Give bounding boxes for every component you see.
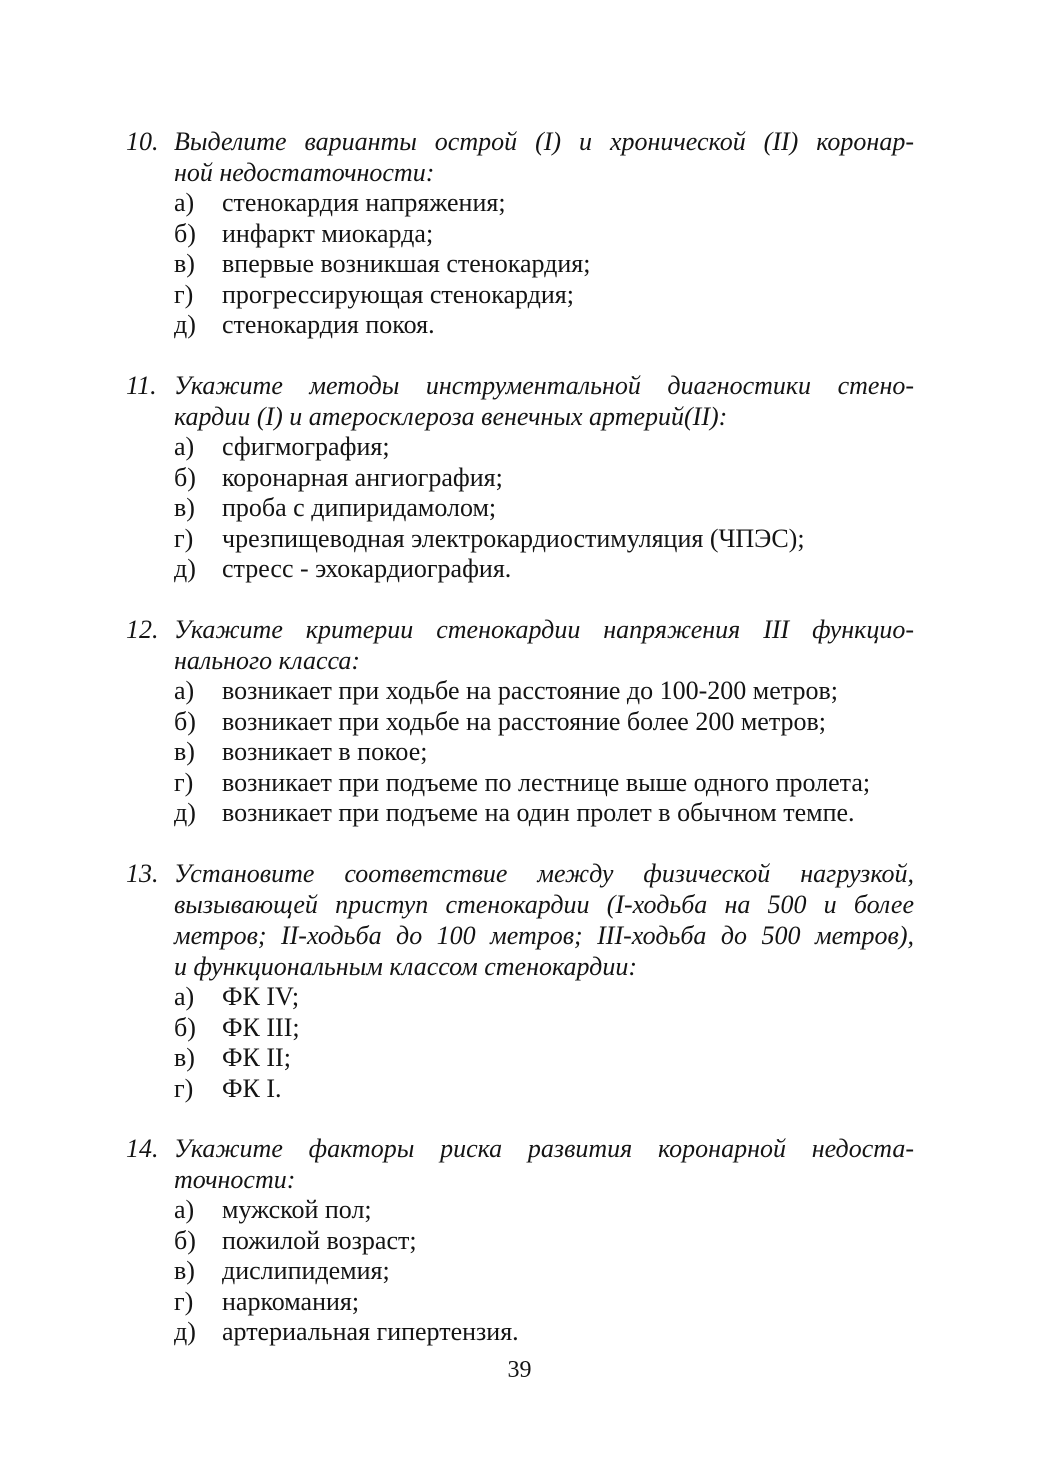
option-letter: а) — [174, 188, 195, 217]
question-10 — [0, 126, 1039, 341]
option-letter: б) — [174, 218, 196, 248]
option-letter: в) — [174, 1043, 195, 1072]
answer-options — [0, 676, 1039, 829]
option-letter: в) — [174, 493, 195, 522]
question-number: 10. — [126, 127, 159, 156]
question-number: 11. — [126, 371, 157, 400]
option-text: проба с дипиридамолом; — [222, 493, 497, 522]
answer-option — [0, 1013, 1039, 1044]
option-letter: б) — [174, 706, 196, 736]
question-text-line: ной недостаточности: — [174, 158, 435, 187]
option-text: стенокардия напряжения; — [222, 188, 506, 217]
answer-option — [0, 982, 1039, 1013]
option-text: возникает в покое; — [222, 737, 428, 766]
answer-option — [0, 524, 1039, 555]
answer-option — [0, 310, 1039, 341]
answer-option — [0, 1287, 1039, 1318]
option-letter: б) — [174, 1225, 196, 1255]
question-heading — [0, 370, 1039, 432]
question-13 — [0, 858, 1039, 1104]
question-text-line: Выделите варианты острой (I) и хронической (II) коронар- — [174, 127, 914, 156]
option-text: стенокардия покоя. — [222, 310, 435, 339]
option-letter: д) — [174, 1317, 196, 1346]
answer-option — [0, 1074, 1039, 1105]
option-letter: г) — [174, 1073, 194, 1103]
question-text-line: и функциональным классом стенокардии: — [174, 952, 637, 981]
option-text: коронарная ангиография; — [222, 462, 503, 492]
answer-option — [0, 463, 1039, 494]
answer-option — [0, 768, 1039, 799]
option-text: впервые возникшая стенокардия; — [222, 249, 591, 278]
answer-option — [0, 676, 1039, 707]
option-text: пожилой возраст; — [222, 1225, 417, 1255]
option-letter: д) — [174, 310, 196, 339]
question-12 — [0, 614, 1039, 829]
option-text: наркомания; — [222, 1286, 360, 1316]
option-text: ФК I. — [222, 1073, 282, 1103]
option-text: прогрессирующая стенокардия; — [222, 279, 574, 309]
option-text: возникает при подъеме по лестнице выше одного пролета; — [222, 767, 871, 797]
question-14 — [0, 1133, 1039, 1348]
option-letter: а) — [174, 1195, 195, 1224]
answer-options — [0, 1195, 1039, 1348]
answer-options — [0, 432, 1039, 585]
answer-option — [0, 737, 1039, 768]
question-text — [174, 370, 914, 432]
answer-option — [0, 1317, 1039, 1348]
option-letter: в) — [174, 249, 195, 278]
option-letter: г) — [174, 523, 194, 553]
page-number: 39 — [507, 1357, 532, 1383]
option-text: мужской пол; — [222, 1195, 372, 1224]
question-number: 12. — [126, 615, 159, 644]
answer-option — [0, 1043, 1039, 1074]
answer-option — [0, 554, 1039, 585]
answer-options — [0, 982, 1039, 1104]
question-text-line: вызывающей приступ стенокардии (I-ходьба на 500 и более — [174, 890, 914, 919]
answer-option — [0, 219, 1039, 250]
option-letter: б) — [174, 1012, 196, 1042]
option-letter: г) — [174, 279, 194, 309]
answer-option — [0, 1195, 1039, 1226]
option-letter: а) — [174, 676, 195, 705]
question-heading — [0, 614, 1039, 676]
answer-option — [0, 1256, 1039, 1287]
question-number: 13. — [126, 859, 159, 888]
option-text: артериальная гипертензия. — [222, 1317, 519, 1346]
answer-option — [0, 280, 1039, 311]
option-letter: д) — [174, 798, 196, 827]
question-text-line: кардии (I) и атеросклероза венечных артерий(II): — [174, 402, 728, 431]
option-text: ФК III; — [222, 1012, 300, 1042]
question-text — [174, 858, 914, 982]
option-text: инфаркт миокарда; — [222, 218, 434, 248]
question-text-line: точности: — [174, 1165, 296, 1194]
option-text: ФК IV; — [222, 982, 300, 1011]
option-letter: а) — [174, 982, 195, 1011]
question-text — [174, 126, 914, 188]
option-text: возникает при подъеме на один пролет в обычном темпе. — [222, 798, 855, 827]
option-text: возникает при ходьбе на расстояние до 100-200 метров; — [222, 676, 838, 705]
question-heading — [0, 126, 1039, 188]
question-text-line: нального класса: — [174, 646, 361, 675]
question-text-line: Установите соответствие между физической нагрузкой, — [174, 859, 914, 888]
answer-option — [0, 432, 1039, 463]
question-text-line: Укажите методы инструментальной диагностики стено- — [174, 371, 914, 400]
answer-option — [0, 707, 1039, 738]
option-text: возникает при ходьбе на расстояние более 200 метров; — [222, 706, 827, 736]
option-letter: б) — [174, 462, 196, 492]
question-heading — [0, 1133, 1039, 1195]
option-letter: а) — [174, 432, 195, 461]
question-text-line: метров; II-ходьба до 100 метров; III-ходьба до 500 метров), — [174, 921, 914, 950]
question-11 — [0, 370, 1039, 585]
question-text-line: Укажите факторы риска развития коронарной недоста- — [174, 1134, 914, 1163]
answer-option — [0, 1226, 1039, 1257]
answer-option — [0, 493, 1039, 524]
answer-options — [0, 188, 1039, 341]
option-letter: г) — [174, 1286, 194, 1316]
option-text: сфигмография; — [222, 432, 390, 461]
answer-option — [0, 798, 1039, 829]
option-letter: в) — [174, 1256, 195, 1285]
question-text-line: Укажите критерии стенокардии напряжения III функцио- — [174, 615, 914, 644]
question-heading — [0, 858, 1039, 982]
option-text: дислипидемия; — [222, 1256, 390, 1285]
option-text: ФК II; — [222, 1043, 291, 1072]
option-letter: в) — [174, 737, 195, 766]
question-number: 14. — [126, 1134, 159, 1163]
question-text — [174, 1133, 914, 1195]
option-letter: г) — [174, 767, 194, 797]
option-text: стресс - эхокардиография. — [222, 554, 512, 583]
option-text: чрезпищеводная электрокардиостимуляция (ЧПЭС); — [222, 523, 805, 553]
question-text — [174, 614, 914, 676]
option-letter: д) — [174, 554, 196, 583]
answer-option — [0, 249, 1039, 280]
answer-option — [0, 188, 1039, 219]
